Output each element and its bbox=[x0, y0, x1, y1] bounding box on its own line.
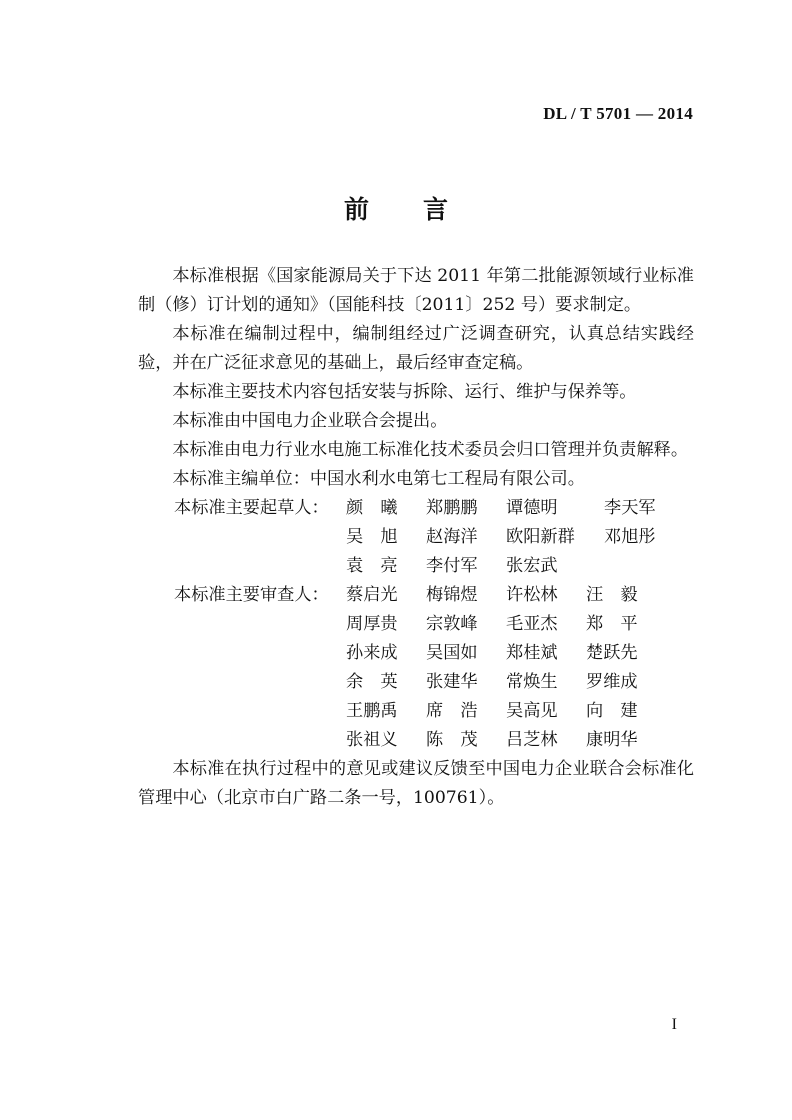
standard-number: DL / T 5701 — 2014 bbox=[543, 104, 693, 123]
drafter-name: 吴 旭 bbox=[346, 527, 398, 547]
reviewer-name: 康明华 bbox=[586, 730, 638, 750]
reviewer-name: 陈 茂 bbox=[426, 730, 478, 750]
drafter-name: 袁 亮 bbox=[346, 556, 398, 576]
title-char-1: 前 bbox=[343, 195, 369, 224]
reviewer-name: 汪 毅 bbox=[586, 585, 638, 605]
drafter-name: 李天军 bbox=[604, 498, 656, 518]
drafter-name: 张宏武 bbox=[506, 556, 558, 576]
title-char-2: 言 bbox=[423, 195, 449, 224]
reviewer-name: 许松林 bbox=[506, 585, 558, 605]
page-number: I bbox=[671, 1016, 677, 1033]
reviewer-name: 梅锦煜 bbox=[426, 585, 478, 605]
reviewers-row bbox=[138, 668, 694, 697]
reviewer-name: 周厚贵 bbox=[346, 614, 398, 634]
reviewer-name: 吴国如 bbox=[426, 643, 478, 663]
drafter-name: 郑鹏鹏 bbox=[426, 498, 478, 518]
paragraph-feedback: 本标准在执行过程中的意见或建议反馈至中国电力企业联合会标准化管理中心（北京市白广路二条一号，100761）。 bbox=[138, 759, 694, 808]
drafter-name: 赵海洋 bbox=[426, 527, 478, 547]
drafter-name: 邓旭彤 bbox=[604, 527, 656, 547]
reviewer-name: 楚跃先 bbox=[586, 643, 638, 663]
reviewer-name: 张祖义 bbox=[346, 730, 398, 750]
reviewer-name: 席 浩 bbox=[426, 701, 478, 721]
paragraph-management: 本标准由电力行业水电施工标准化技术委员会归口管理并负责解释。 bbox=[172, 440, 689, 460]
reviewer-name: 郑 平 bbox=[586, 614, 638, 634]
paragraph-process: 本标准在编制过程中，编制组经过广泛调查研究，认真总结实践经验，并在广泛征求意见的基础上，最后经审查定稿。 bbox=[138, 324, 694, 373]
paragraph-proposer: 本标准由中国电力企业联合会提出。 bbox=[172, 411, 448, 431]
page-title bbox=[0, 190, 792, 226]
drafter-name: 李付军 bbox=[426, 556, 478, 576]
reviewer-name: 罗维成 bbox=[586, 672, 638, 692]
reviewer-name: 余 英 bbox=[346, 672, 398, 692]
drafters-row bbox=[138, 523, 694, 552]
reviewer-name: 向 建 bbox=[586, 701, 638, 721]
drafters-list bbox=[138, 494, 694, 581]
reviewer-name: 宗敦峰 bbox=[426, 614, 478, 634]
reviewers-row bbox=[138, 697, 694, 726]
reviewer-name: 常焕生 bbox=[506, 672, 558, 692]
foreword-body bbox=[138, 262, 694, 813]
paragraph-chief-editor: 本标准主编单位：中国水利水电第七工程局有限公司。 bbox=[172, 469, 585, 489]
reviewer-name: 吕芝林 bbox=[506, 730, 558, 750]
drafters-row bbox=[138, 552, 694, 581]
paragraph-basis: 本标准根据《国家能源局关于下达 2011 年第二批能源领域行业标准制（修）订计划的通知》（国能科技〔2011〕252 号）要求制定。 bbox=[138, 266, 694, 315]
drafter-name: 颜 曦 bbox=[346, 498, 398, 518]
reviewer-name: 毛亚杰 bbox=[506, 614, 558, 634]
drafters-row bbox=[138, 494, 694, 523]
reviewer-name: 张建华 bbox=[426, 672, 478, 692]
drafters-label: 本标准主要起草人： bbox=[174, 498, 329, 518]
reviewer-name: 郑桂斌 bbox=[506, 643, 558, 663]
reviewers-row bbox=[138, 581, 694, 610]
reviewers-row bbox=[138, 726, 694, 755]
paragraph-content: 本标准主要技术内容包括安装与拆除、运行、维护与保养等。 bbox=[172, 382, 637, 402]
reviewers-row bbox=[138, 639, 694, 668]
reviewer-name: 吴高见 bbox=[506, 701, 558, 721]
reviewer-name: 王鹏禹 bbox=[346, 701, 398, 721]
drafter-name: 欧阳新群 bbox=[506, 527, 575, 547]
reviewer-name: 孙来成 bbox=[346, 643, 398, 663]
reviewers-row bbox=[138, 610, 694, 639]
drafter-name: 谭德明 bbox=[506, 498, 558, 518]
reviewers-label: 本标准主要审查人： bbox=[174, 585, 329, 605]
reviewer-name: 蔡启光 bbox=[346, 585, 398, 605]
reviewers-list bbox=[138, 581, 694, 755]
